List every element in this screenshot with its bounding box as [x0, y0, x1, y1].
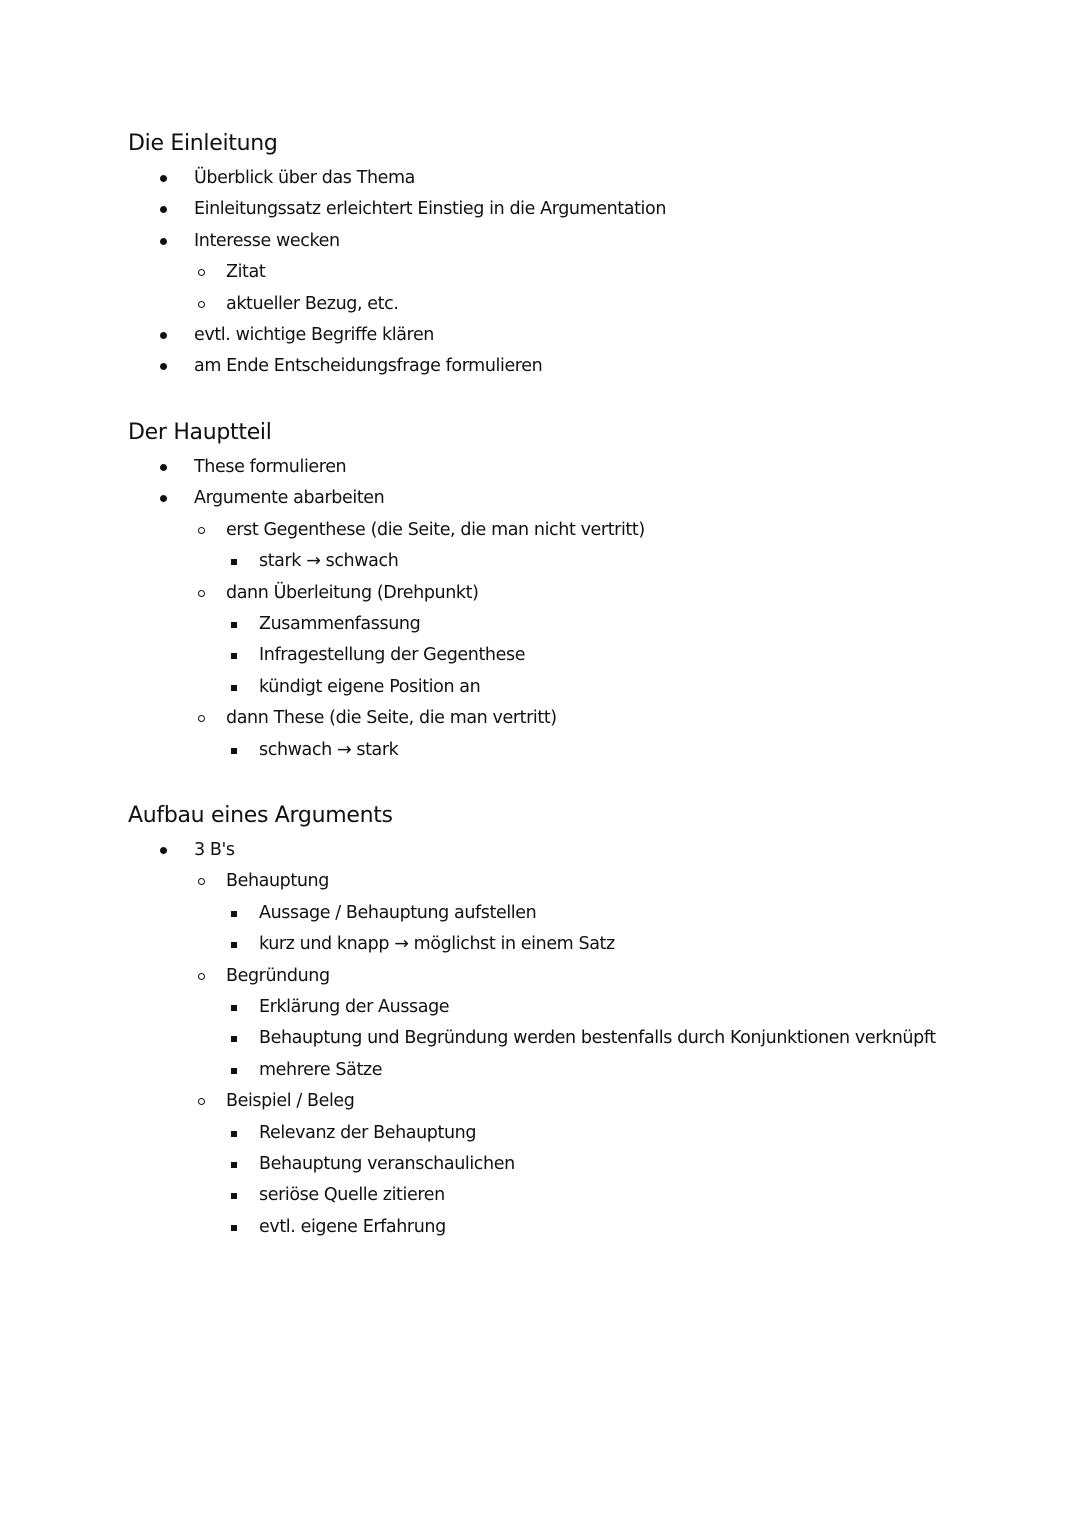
- bullet-square-icon: [231, 622, 237, 628]
- bullet-circle-icon: [198, 973, 205, 980]
- list-item-text: kündigt eigene Position an: [259, 676, 481, 697]
- list-item: [128, 992, 1028, 1023]
- list-item: [128, 452, 1028, 483]
- list-item: [128, 515, 1028, 546]
- bullet-list: [128, 835, 1028, 1243]
- list-item: [128, 703, 1028, 734]
- list-item-text: Zusammenfassung: [259, 613, 421, 634]
- list-item-text: evtl. eigene Erfahrung: [259, 1216, 446, 1237]
- list-item-text: Behauptung und Begründung werden bestenfalls durch Konjunktionen verknüpft: [259, 1028, 936, 1049]
- list-item: [128, 546, 1028, 577]
- list-item-text: Überblick über das Thema: [194, 168, 415, 188]
- list-item-text: Zitat: [226, 262, 266, 283]
- list-item: [128, 226, 1028, 257]
- bullet-square-icon: [231, 1005, 237, 1011]
- list-item: [128, 1180, 1028, 1211]
- list-item: [128, 672, 1028, 703]
- bullet-circle-icon: [198, 878, 205, 885]
- list-item: [128, 1086, 1028, 1117]
- list-item-text: schwach → stark: [259, 739, 399, 760]
- bullet-dot-icon: [160, 464, 167, 471]
- list-item: [128, 194, 1028, 225]
- list-item-text: erst Gegenthese (die Seite, die man nicht vertritt): [226, 519, 645, 540]
- bullet-circle-icon: [198, 301, 205, 308]
- list-item: [128, 1149, 1028, 1180]
- list-item-text: am Ende Entscheidungsfrage formulieren: [194, 356, 543, 377]
- section-title: Die Einleitung: [128, 131, 278, 156]
- list-item-text: mehrere Sätze: [259, 1059, 383, 1080]
- bullet-square-icon: [231, 1131, 237, 1137]
- list-item-text: Interesse wecken: [194, 230, 340, 251]
- bullet-dot-icon: [160, 206, 167, 213]
- list-item-text: Erklärung der Aussage: [259, 996, 450, 1017]
- bullet-circle-icon: [198, 527, 205, 534]
- list-item: [128, 578, 1028, 609]
- list-item: [128, 609, 1028, 640]
- bullet-square-icon: [231, 942, 237, 948]
- list-item: [128, 1118, 1028, 1149]
- list-item-text: dann These (die Seite, die man vertritt): [226, 708, 557, 729]
- list-item-text: stark → schwach: [259, 551, 399, 572]
- list-item: [128, 1212, 1028, 1243]
- bullet-circle-icon: [198, 715, 205, 722]
- list-item: [128, 1055, 1028, 1086]
- list-item-text: Behauptung: [226, 871, 329, 892]
- list-item-text: Einleitungssatz erleichtert Einstieg in die Argumentation: [194, 199, 667, 220]
- bullet-list: [128, 452, 1028, 766]
- bullet-square-icon: [231, 685, 237, 691]
- list-item: [128, 257, 1028, 288]
- list-item-text: Behauptung veranschaulichen: [259, 1153, 515, 1174]
- bullet-square-icon: [231, 653, 237, 659]
- list-item: [128, 163, 1028, 194]
- bullet-circle-icon: [198, 590, 205, 597]
- list-item: [128, 289, 1028, 320]
- list-item: [128, 351, 1028, 382]
- list-item: [128, 735, 1028, 766]
- bullet-square-icon: [231, 559, 237, 565]
- bullet-dot-icon: [160, 238, 167, 245]
- bullet-square-icon: [231, 1193, 237, 1199]
- bullet-square-icon: [231, 1068, 237, 1074]
- list-item-text: seriöse Quelle zitieren: [259, 1185, 445, 1206]
- section-title: Aufbau eines Arguments: [128, 803, 393, 828]
- list-item: [128, 483, 1028, 514]
- bullet-square-icon: [231, 1162, 237, 1168]
- list-item-text: Begründung: [226, 965, 330, 986]
- list-item-text: Infragestellung der Gegenthese: [259, 645, 526, 666]
- list-item-text: These formulieren: [194, 457, 347, 477]
- list-item: [128, 320, 1028, 351]
- list-item-text: Argumente abarbeiten: [194, 488, 385, 509]
- list-item-text: kurz und knapp → möglichst in einem Satz: [259, 934, 615, 955]
- list-item: [128, 835, 1028, 866]
- section-title: Der Hauptteil: [128, 420, 272, 445]
- bullet-dot-icon: [160, 175, 167, 182]
- list-item: [128, 929, 1028, 960]
- list-item-text: Aussage / Behauptung aufstellen: [259, 902, 537, 923]
- list-item: [128, 898, 1028, 929]
- list-item-text: dann Überleitung (Drehpunkt): [226, 582, 479, 603]
- bullet-dot-icon: [160, 847, 167, 854]
- bullet-dot-icon: [160, 363, 167, 370]
- list-item: [128, 961, 1028, 992]
- list-item-text: evtl. wichtige Begriffe klären: [194, 324, 434, 345]
- list-item: [128, 866, 1028, 897]
- bullet-list: [128, 163, 1028, 383]
- section-einleitung: [128, 129, 1028, 383]
- bullet-square-icon: [231, 748, 237, 754]
- list-item: [128, 1023, 1028, 1054]
- bullet-dot-icon: [160, 495, 167, 502]
- bullet-square-icon: [231, 1036, 237, 1042]
- bullet-square-icon: [231, 1225, 237, 1231]
- section-aufbau-argument: [128, 801, 1028, 1243]
- bullet-circle-icon: [198, 269, 205, 276]
- bullet-circle-icon: [198, 1098, 205, 1105]
- list-item-text: 3 B's: [194, 840, 235, 860]
- list-item-text: aktueller Bezug, etc.: [226, 293, 399, 314]
- list-item: [128, 640, 1028, 671]
- list-item-text: Relevanz der Behauptung: [259, 1122, 477, 1143]
- list-item-text: Beispiel / Beleg: [226, 1091, 355, 1112]
- bullet-dot-icon: [160, 332, 167, 339]
- bullet-square-icon: [231, 911, 237, 917]
- section-hauptteil: [128, 418, 1028, 766]
